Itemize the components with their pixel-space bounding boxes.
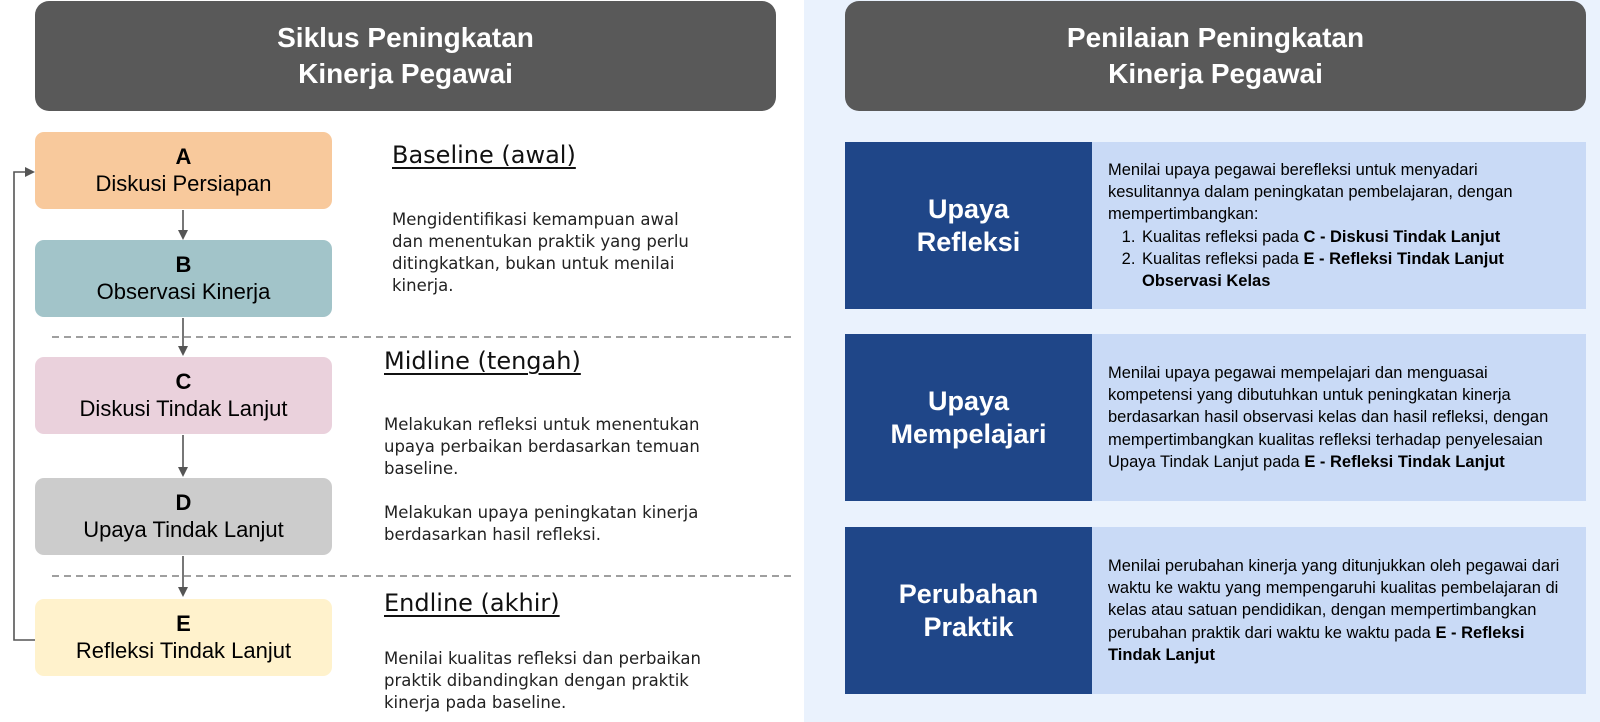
step-a-name: Diskusi Persiapan bbox=[95, 171, 272, 196]
step-d-name: Upaya Tindak Lanjut bbox=[83, 517, 284, 542]
card-upaya-refleksi-label bbox=[845, 142, 1092, 309]
card-1-item-1-bold: C - Diskusi Tindak Lanjut bbox=[1303, 227, 1501, 246]
step-c-letter: C bbox=[175, 369, 192, 394]
step-e-name: Refleksi Tindak Lanjut bbox=[75, 638, 292, 663]
step-b-name: Observasi Kinerja bbox=[96, 279, 271, 304]
endline-title: Endline (akhir) bbox=[384, 589, 560, 617]
midline-title: Midline (tengah) bbox=[384, 347, 581, 375]
step-a bbox=[35, 132, 332, 209]
step-c-name: Diskusi Tindak Lanjut bbox=[79, 396, 288, 421]
step-a-letter: A bbox=[175, 144, 192, 169]
card-2-text-bold: E - Refleksi Tindak Lanjut bbox=[1304, 452, 1505, 471]
baseline-text: Mengidentifikasi kemampuan awal dan menentukan praktik yang perlu ditingkatkan, bukan untuk menilai kinerja. bbox=[392, 210, 689, 295]
card-1-item-2-text: Kualitas refleksi pada bbox=[1142, 249, 1304, 268]
card-3-text-body: Menilai perubahan kinerja yang ditunjukkan oleh pegawai dari waktu ke waktu yang mempengaruhi kualitas pembelajaran di kelas atau satuan pendidikan, dengan mempertimbangkan perubahan praktik dari waktu ke waktu pada bbox=[1108, 556, 1560, 642]
card-upaya-refleksi-description bbox=[1092, 142, 1586, 309]
card-1-item-1-text: Kualitas refleksi pada bbox=[1142, 227, 1304, 246]
card-2-text-body: Menilai upaya pegawai mempelajari dan menguasai kompetensi yang dibutuhkan untuk peningkatan kinerja berdasarkan hasil observasi kelas dan hasil refleksi, dengan mempertimbangkan kualitas refleksi terhadap penyelesaian Upaya Tindak Lanjut pada bbox=[1108, 363, 1549, 471]
assessment-header-line2: Kinerja Pegawai bbox=[1108, 58, 1323, 89]
card-1-criteria-item bbox=[1140, 248, 1568, 293]
cycle-header-line2: Kinerja Pegawai bbox=[298, 58, 513, 89]
step-b bbox=[35, 240, 332, 317]
card-2-label-line1: Upaya bbox=[927, 385, 1010, 416]
card-1-label-line1: Upaya bbox=[927, 193, 1010, 224]
step-e bbox=[35, 599, 332, 676]
card-1-criteria-list bbox=[1108, 226, 1568, 293]
card-upaya-mempelajari-description bbox=[1092, 334, 1586, 501]
card-2-text bbox=[1108, 362, 1568, 473]
step-c bbox=[35, 357, 332, 434]
card-3-label-line1: Perubahan bbox=[898, 578, 1039, 609]
card-1-item-2-bold: E - Refleksi Tindak Lanjut Observasi Kelas bbox=[1142, 249, 1504, 291]
card-perubahan-praktik-description bbox=[1092, 527, 1586, 694]
step-b-letter: B bbox=[175, 252, 192, 277]
card-upaya-mempelajari-label bbox=[845, 334, 1092, 501]
card-3-text-bold: E - Refleksi Tindak Lanjut bbox=[1108, 623, 1525, 664]
step-e-letter: E bbox=[176, 611, 191, 636]
loop-arrow-e-to-a bbox=[14, 172, 35, 640]
step-d-letter: D bbox=[175, 490, 192, 515]
card-2-label-line2: Mempelajari bbox=[890, 418, 1047, 449]
cycle-header-line1: Siklus Peningkatan bbox=[277, 22, 534, 53]
midline-text-2: Melakukan upaya peningkatan kinerja berdasarkan hasil refleksi. bbox=[384, 503, 699, 544]
card-perubahan-praktik-label bbox=[845, 527, 1092, 694]
card-3-label-line2: Praktik bbox=[923, 611, 1014, 642]
card-1-intro: Menilai upaya pegawai berefleksi untuk menyadari kesulitannya dalam peningkatan pembelajaran, dengan mempertimbangkan: bbox=[1108, 160, 1513, 224]
assessment-header-line1: Penilaian Peningkatan bbox=[1066, 22, 1365, 53]
step-d bbox=[35, 478, 332, 555]
baseline-title: Baseline (awal) bbox=[392, 141, 576, 169]
card-1-criteria-item bbox=[1140, 226, 1568, 248]
card-3-text bbox=[1108, 555, 1568, 666]
midline-text-1: Melakukan refleksi untuk menentukan upaya perbaikan berdasarkan temuan baseline. bbox=[384, 415, 700, 478]
card-1-label-line2: Refleksi bbox=[916, 226, 1021, 257]
endline-text: Menilai kualitas refleksi dan perbaikan praktik dibandingkan dengan praktik kinerja pada baseline. bbox=[384, 649, 701, 712]
